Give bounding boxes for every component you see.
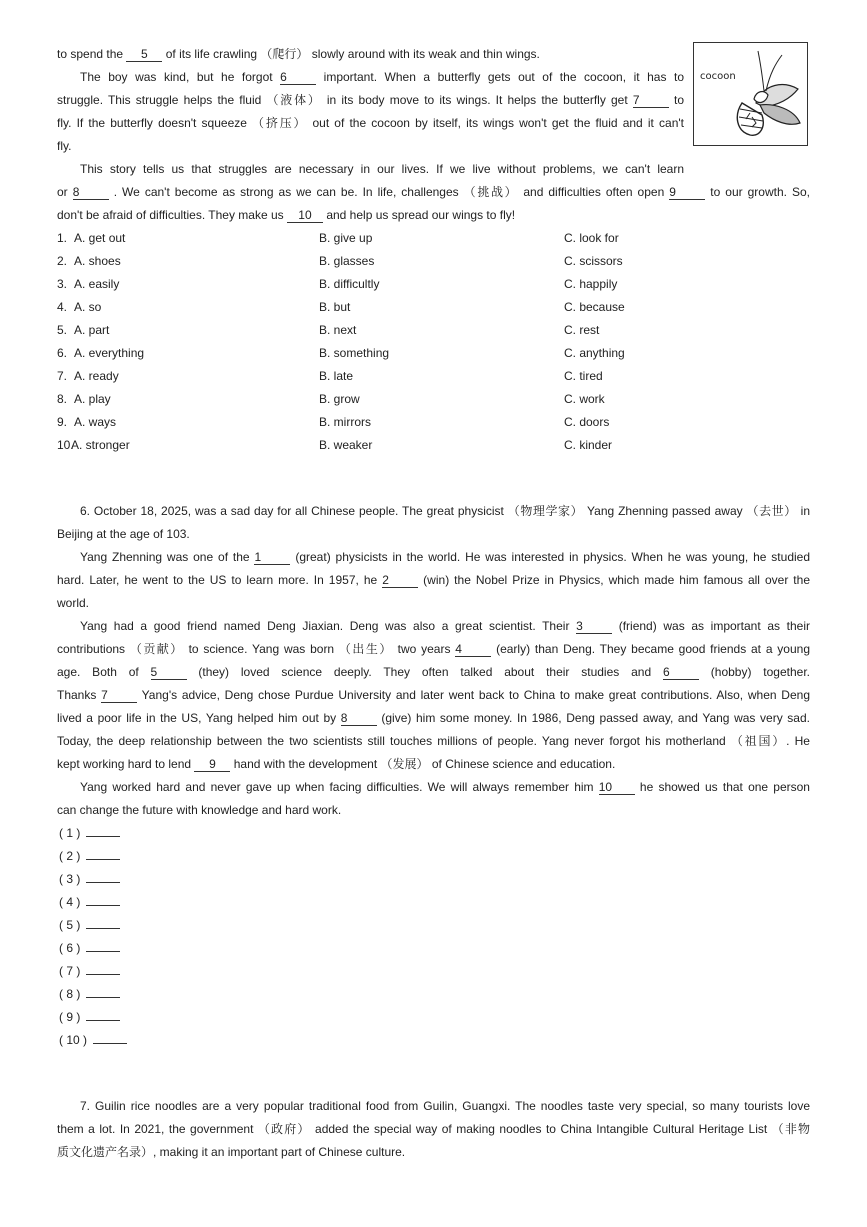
q6-passage-text: Yang had a good friend named Deng Jiaxian. Deng was also a great scientist. Their [80, 619, 577, 633]
q5-passage-text: and help us spread our wings to fly! [322, 208, 516, 222]
option-b[interactable]: B. next [319, 323, 357, 337]
q6-passage-text: 6. October 18, 2025, was a sad day for all Chinese people. The great physicist （物理学家） Yang Zhenning passed away （去世） in [80, 504, 810, 518]
q6-passage-line [57, 802, 341, 818]
q6-passage-text: (give) him some money. In 1986, Deng passed away, and Yang was very sad. [376, 711, 810, 725]
answer-row [59, 939, 120, 956]
q5-passage-text: to [668, 93, 684, 107]
option-b[interactable]: B. something [319, 346, 390, 360]
option-c[interactable]: C. kinder [564, 438, 613, 452]
answer-label: ( 4 ) [59, 895, 81, 909]
option-a[interactable]: A. part [74, 323, 110, 337]
answer-row [59, 962, 120, 979]
option-a[interactable]: A. everything [74, 346, 145, 360]
question-number: 7. [57, 369, 68, 383]
answer-input[interactable] [86, 824, 120, 837]
answer-row [59, 916, 120, 933]
q5-passage-line [57, 138, 71, 154]
option-a[interactable]: A. ready [74, 369, 119, 383]
answer-input[interactable] [86, 847, 120, 860]
q6-passage-line [80, 618, 810, 634]
q6-passage-blank[interactable]: 4 [455, 642, 491, 657]
answer-row [59, 847, 120, 864]
answer-row [59, 985, 120, 1002]
q6-passage-text: Today, the deep relationship between the two scientists still touches millions of people. Yang never forgot his motherland （祖国）. He [57, 734, 810, 748]
option-a[interactable]: A. easily [74, 277, 120, 291]
option-b[interactable]: B. grow [319, 392, 360, 406]
q6-passage-text: age. Both of [57, 665, 151, 679]
option-c[interactable]: C. rest [564, 323, 600, 337]
figure-caption: cocoon [700, 71, 736, 82]
option-a[interactable]: A. shoes [74, 254, 121, 268]
answer-label: ( 3 ) [59, 872, 81, 886]
q5-passage-text: important. When a butterfly gets out of the cocoon, it has to [316, 70, 684, 84]
q6-passage-blank[interactable]: 3 [576, 619, 612, 634]
option-b[interactable]: B. but [319, 300, 351, 314]
q6-passage-line [57, 664, 810, 680]
answer-label: ( 9 ) [59, 1010, 81, 1024]
q7-passage-text: them a lot. In 2021, the government （政府） added the special way of making noodles to China Intangible Cultural Heritage List （非物 [57, 1122, 810, 1136]
q5-passage-line [80, 69, 684, 85]
q5-passage-text: to spend the [57, 47, 127, 61]
q6-passage-text: hand with the development （发展） of Chinese science and education. [230, 757, 616, 771]
q7-passage-line [57, 1121, 810, 1137]
q5-passage-text: This story tells us that struggles are necessary in our lives. If we live without problems, we can't learn [80, 162, 684, 176]
answer-row [59, 824, 120, 841]
option-c[interactable]: C. because [564, 300, 625, 314]
option-a[interactable]: A. so [74, 300, 102, 314]
answer-row [59, 893, 120, 910]
q5-passage-text: fly. If the butterfly doesn't squeeze （挤压） out of the cocoon by itself, its wings won't get the fluid and it can't [57, 116, 684, 130]
q6-passage-blank[interactable]: 9 [194, 757, 230, 772]
question-number: 8. [57, 392, 68, 406]
answer-label: ( 8 ) [59, 987, 81, 1001]
answer-input[interactable] [86, 962, 120, 975]
option-a[interactable]: A. ways [74, 415, 117, 429]
q5-passage-line [57, 184, 810, 200]
q6-passage-line [57, 733, 810, 749]
answer-input[interactable] [86, 916, 120, 929]
q5-passage-text: or [57, 185, 73, 199]
q6-passage-text: Yang's advice, Deng chose Purdue University and later went back to China to make great contributions. Also, when Deng [137, 688, 810, 702]
q5-passage-line [80, 161, 684, 177]
option-c[interactable]: C. doors [564, 415, 610, 429]
question-number: 1. [57, 231, 68, 245]
q7-passage-text: 7. Guilin rice noodles are a very popular traditional food from Guilin, Guangxi. The noodles taste very special, so many tourists love [80, 1099, 810, 1113]
answer-input[interactable] [93, 1031, 127, 1044]
answer-label: ( 5 ) [59, 918, 81, 932]
option-b[interactable]: B. mirrors [319, 415, 371, 429]
q6-passage-blank[interactable]: 2 [382, 573, 418, 588]
q6-passage-text: (hobby) together. [698, 665, 810, 679]
answer-row [59, 1031, 127, 1048]
option-c[interactable]: C. work [564, 392, 605, 406]
q5-passage-blank[interactable]: 10 [287, 208, 323, 223]
q6-passage-line [57, 572, 810, 588]
q6-passage-text: (friend) was as important as their [612, 619, 810, 633]
q6-passage-line [57, 641, 810, 657]
question-number: 10. [57, 438, 74, 452]
question-number: 6. [57, 346, 68, 360]
answer-input[interactable] [86, 893, 120, 906]
q6-passage-text: Thanks [57, 688, 102, 702]
option-b[interactable]: B. give up [319, 231, 373, 245]
question-number: 4. [57, 300, 68, 314]
q5-passage-text: struggle. This struggle helps the fluid （液体） in its body move to its wings. It helps the butterfly get [57, 93, 633, 107]
q5-passage-blank[interactable]: 5 [126, 47, 162, 62]
q5-passage-line [57, 115, 684, 131]
question-number: 2. [57, 254, 68, 268]
answer-label: ( 7 ) [59, 964, 81, 978]
q6-passage-text: kept working hard to lend [57, 757, 195, 771]
q6-passage-line [57, 687, 810, 703]
option-c[interactable]: C. anything [564, 346, 625, 360]
option-b[interactable]: B. glasses [319, 254, 375, 268]
q6-passage-text: world. [57, 596, 90, 610]
q7-passage-line [57, 1144, 405, 1160]
q5-passage-text: fly. [57, 139, 72, 153]
q5-passage-text: of its life crawling （爬行） slowly around with its weak and thin wings. [162, 47, 540, 61]
q5-passage-line [57, 46, 540, 62]
q7-passage-line [80, 1098, 810, 1114]
answer-row [59, 870, 120, 887]
answer-input[interactable] [86, 1008, 120, 1021]
q6-passage-text: (early) than Deng. They became good friends at a young [491, 642, 810, 656]
answer-input[interactable] [86, 939, 120, 952]
answer-input[interactable] [86, 985, 120, 998]
q5-passage-text: to our growth. So, [705, 185, 810, 199]
option-a[interactable]: A. get out [74, 231, 126, 245]
q5-passage-text: The boy was kind, but he forgot [80, 70, 281, 84]
answer-label: ( 2 ) [59, 849, 81, 863]
q5-passage-line [57, 92, 684, 108]
q6-passage-blank[interactable]: 6 [663, 665, 699, 680]
answer-row [59, 1008, 120, 1025]
answer-label: ( 6 ) [59, 941, 81, 955]
q6-passage-text: Beijing at the age of 103. [57, 527, 190, 541]
answer-label: ( 10 ) [59, 1033, 88, 1047]
option-c[interactable]: C. scissors [564, 254, 623, 268]
q6-passage-line [57, 595, 89, 611]
q5-passage-text: . We can't become as strong as we can be. In life, challenges （挑战） and difficulties often open [108, 185, 670, 199]
q6-passage-text: (great) physicists in the world. He was interested in physics. When he was young, he studied [290, 550, 810, 564]
answer-input[interactable] [86, 870, 120, 883]
q6-passage-line [57, 710, 810, 726]
q6-passage-line [80, 503, 810, 519]
option-a[interactable]: A. play [74, 392, 111, 406]
q6-passage-line [57, 526, 190, 542]
q6-passage-blank[interactable]: 7 [101, 688, 137, 703]
q6-passage-text: can change the future with knowledge and hard work. [57, 803, 342, 817]
q6-passage-blank[interactable]: 10 [599, 780, 635, 795]
q5-passage-blank[interactable]: 8 [73, 185, 109, 200]
option-b[interactable]: B. weaker [319, 438, 373, 452]
q6-passage-text: lived a poor life in the US, Yang helped him out by [57, 711, 341, 725]
q6-passage-line [80, 779, 810, 795]
q6-passage-text: contributions （贡献） to science. Yang was born （出生） two years [57, 642, 456, 656]
q5-passage-blank[interactable]: 9 [669, 185, 705, 200]
q6-passage-blank[interactable]: 5 [151, 665, 187, 680]
q6-passage-text: (they) loved science deeply. They often talked about their studies and [186, 665, 663, 679]
q6-passage-line [57, 756, 615, 772]
question-number: 9. [57, 415, 68, 429]
q5-passage-blank[interactable]: 6 [280, 70, 316, 85]
option-c[interactable]: C. look for [564, 231, 619, 245]
option-b[interactable]: B. late [319, 369, 354, 383]
q5-passage-blank[interactable]: 7 [633, 93, 669, 108]
q6-passage-text: (win) the Nobel Prize in Physics, which made him famous all over the [418, 573, 810, 587]
q6-passage-line [80, 549, 810, 565]
q7-passage-text: 质文化遗产名录）, making it an important part of Chinese culture. [57, 1145, 406, 1159]
option-a[interactable]: A. stronger [71, 438, 130, 452]
option-c[interactable]: C. happily [564, 277, 618, 291]
q6-passage-text: Yang Zhenning was one of the [80, 550, 255, 564]
answer-label: ( 1 ) [59, 826, 81, 840]
question-number: 5. [57, 323, 68, 337]
option-c[interactable]: C. tired [564, 369, 603, 383]
question-number: 3. [57, 277, 68, 291]
q5-passage-line [57, 207, 515, 223]
q6-passage-text: Yang worked hard and never gave up when facing difficulties. We will always remember him [80, 780, 599, 794]
q6-passage-blank[interactable]: 1 [254, 550, 290, 565]
option-b[interactable]: B. difficultly [319, 277, 380, 291]
q5-passage-text: don't be afraid of difficulties. They make us [57, 208, 287, 222]
butterfly-cocoon-illustration [694, 43, 807, 145]
cocoon-figure [693, 42, 808, 146]
q6-passage-text: he showed us that one person [634, 780, 810, 794]
q6-passage-blank[interactable]: 8 [341, 711, 377, 726]
q6-passage-text: hard. Later, he went to the US to learn more. In 1957, he [57, 573, 383, 587]
